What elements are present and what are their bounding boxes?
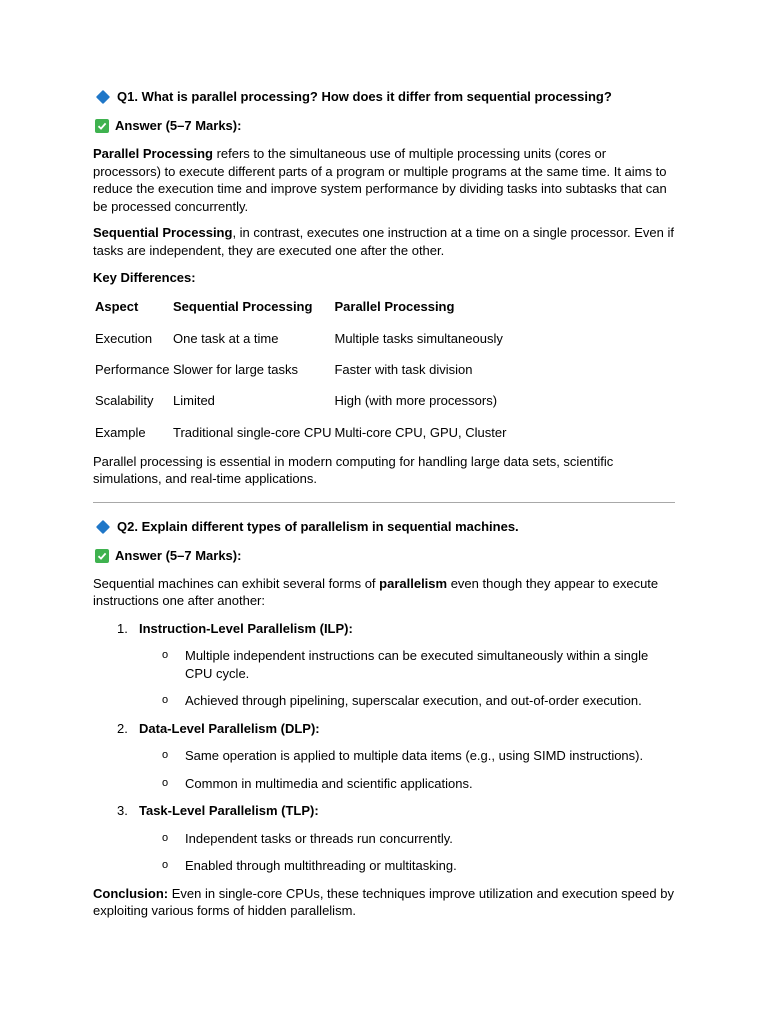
term-parallel-processing: Parallel Processing xyxy=(93,146,213,161)
sub-list xyxy=(93,747,675,792)
table-cell: High (with more processors) xyxy=(334,393,498,409)
sub-list-text: Achieved through pipelining, superscalar execution, and out-of-order execution. xyxy=(185,693,642,709)
table-cell: Multiple tasks simultaneously xyxy=(334,330,503,346)
table-cell: Scalability xyxy=(95,393,154,409)
q1-answer-label xyxy=(93,117,675,135)
sub-list-item xyxy=(93,775,675,793)
blue-diamond-icon xyxy=(96,520,110,534)
check-mark-icon xyxy=(95,549,109,563)
q1-paragraph-sequential xyxy=(93,224,675,259)
sub-list-item xyxy=(93,857,675,875)
section-divider xyxy=(93,502,675,503)
hollow-bullet-icon: o xyxy=(162,776,169,789)
blue-diamond-icon xyxy=(96,90,110,104)
list-item-title: Instruction-Level Parallelism (ILP): xyxy=(139,620,353,636)
sub-list-item xyxy=(93,647,675,682)
sub-list-item xyxy=(93,830,675,848)
table-row xyxy=(92,354,506,385)
table-cell: Execution xyxy=(95,330,153,346)
sub-list xyxy=(93,830,675,875)
q2-answer-label-text: Answer (5–7 Marks): xyxy=(115,548,242,564)
table-cell: Example xyxy=(95,424,146,440)
q2-intro-end: even though they appear to execute instructions one after another: xyxy=(93,575,659,609)
differences-table xyxy=(92,292,506,448)
document-content xyxy=(93,88,675,920)
q1-heading-text: Q1. What is parallel processing? How does it differ from sequential processing? xyxy=(117,89,612,105)
table-cell: Multi-core CPU, GPU, Cluster xyxy=(334,424,507,440)
numbered-heading xyxy=(93,720,675,738)
sub-list xyxy=(93,647,675,710)
hollow-bullet-icon: o xyxy=(162,859,169,872)
q1-closing-paragraph: Parallel processing is essential in modern computing for handling large data sets, scientific simulations, and real-time applications. xyxy=(93,453,614,487)
table-cell: Limited xyxy=(173,393,215,409)
table-header-cell: Parallel Processing xyxy=(334,299,455,315)
q2-heading-text: Q2. Explain different types of parallelism in sequential machines. xyxy=(117,519,519,535)
parallelism-types-list xyxy=(93,620,675,875)
list-number: 3. xyxy=(117,803,128,819)
conclusion-text: Even in single-core CPUs, these techniques improve utilization and execution speed by exploiting various forms of hidden parallelism. xyxy=(93,885,674,919)
sub-list-text: Independent tasks or threads run concurrently. xyxy=(185,830,453,846)
q2-answer-label xyxy=(93,547,675,565)
numbered-heading xyxy=(93,802,675,820)
hollow-bullet-icon: o xyxy=(162,649,169,662)
table-cell: Traditional single-core CPU xyxy=(173,424,332,440)
table-cell: Performance xyxy=(95,361,170,377)
table-row xyxy=(92,385,506,416)
q1-paragraph-parallel xyxy=(93,145,675,215)
table-cell: One task at a time xyxy=(173,330,279,346)
table-row xyxy=(92,323,506,354)
sub-list-item xyxy=(93,692,675,710)
term-sequential-processing: Sequential Processing xyxy=(93,225,233,240)
table-header-cell: Aspect xyxy=(95,299,139,315)
table-header-row xyxy=(92,292,506,323)
term-parallelism: parallelism xyxy=(379,575,448,591)
list-item xyxy=(93,620,675,710)
sub-list-item xyxy=(93,747,675,765)
numbered-heading xyxy=(93,620,675,638)
q1-heading xyxy=(93,88,675,106)
list-number: 1. xyxy=(117,620,128,636)
list-number: 2. xyxy=(117,720,128,736)
table-header-cell: Sequential Processing xyxy=(173,299,313,315)
sub-list-text: Enabled through multithreading or multitasking. xyxy=(185,858,457,874)
q1-answer-label-text: Answer (5–7 Marks): xyxy=(115,118,242,134)
q1-paragraph-parallel-body: refers to the simultaneous use of multiple processing units (cores or processors) to execute different parts of a program or multiple programs at the same time. It aims to reduce the execution time and improve system performance by dividing tasks into subtasks that can be processed concurrently. xyxy=(93,146,667,214)
list-item-title: Data-Level Parallelism (DLP): xyxy=(139,720,320,736)
hollow-bullet-icon: o xyxy=(162,694,169,707)
list-item xyxy=(93,802,675,875)
check-mark-icon xyxy=(95,119,109,133)
list-item xyxy=(93,720,675,793)
table-cell: Slower for large tasks xyxy=(173,361,298,377)
table-row xyxy=(92,417,506,448)
q2-intro-start: Sequential machines can exhibit several forms of xyxy=(93,575,380,591)
q2-heading xyxy=(93,518,675,536)
list-item-title: Task-Level Parallelism (TLP): xyxy=(139,803,319,819)
conclusion-label: Conclusion: xyxy=(93,885,169,901)
sub-list-text: Common in multimedia and scientific applications. xyxy=(185,775,473,791)
sub-list-text: Same operation is applied to multiple data items (e.g., using SIMD instructions). xyxy=(185,748,644,764)
key-differences-label xyxy=(93,269,675,287)
sub-list-text: Multiple independent instructions can be executed simultaneously within a single CPU cycle. xyxy=(185,648,649,681)
key-differences-text: Key Differences: xyxy=(93,270,196,285)
hollow-bullet-icon: o xyxy=(162,831,169,844)
hollow-bullet-icon: o xyxy=(162,749,169,762)
q2-conclusion-paragraph xyxy=(93,885,675,920)
q2-intro-paragraph xyxy=(93,575,675,610)
table-cell: Faster with task division xyxy=(334,361,473,377)
q1-paragraph-sequential-body: , in contrast, executes one instruction at a time on a single processor. Even if tasks are independent, they are executed one after the other. xyxy=(93,225,674,258)
